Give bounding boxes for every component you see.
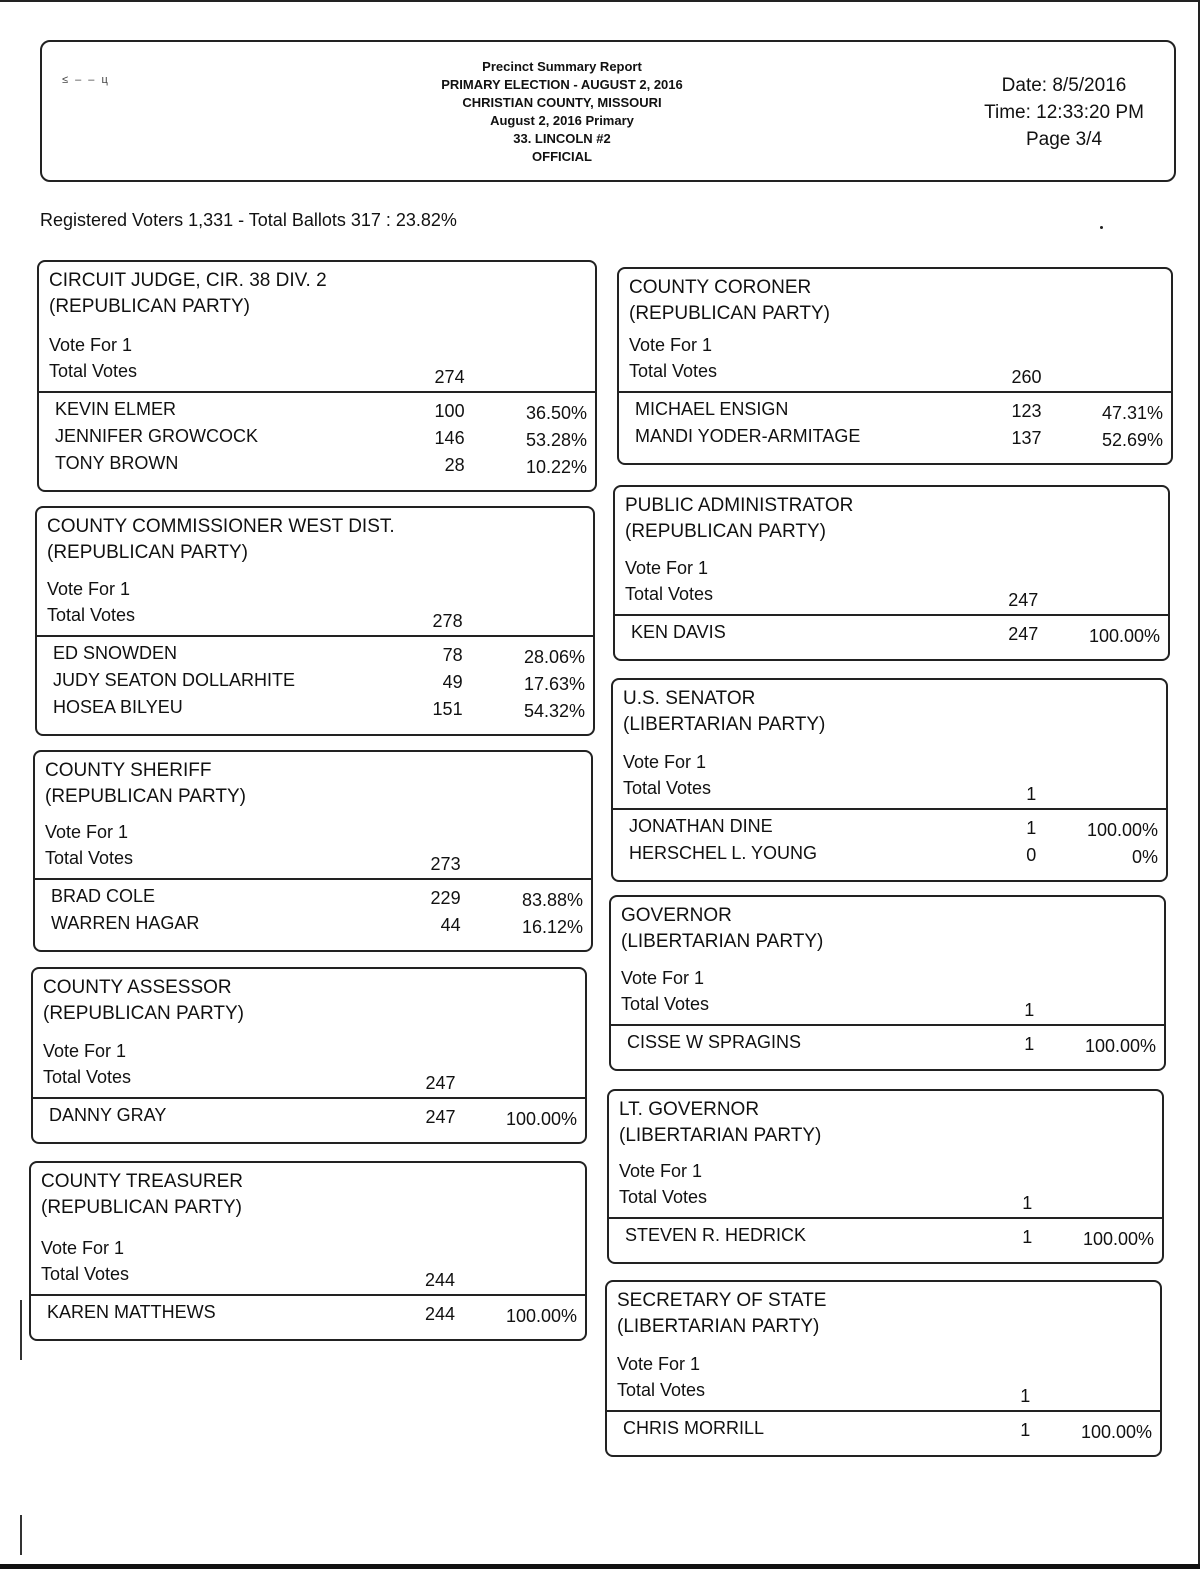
- candidate-percent: 17.63%: [523, 674, 585, 694]
- candidate-row: [35, 886, 591, 913]
- candidate-row: [611, 1032, 1164, 1059]
- candidate-votes: 78: [442, 645, 463, 665]
- candidate-row: [37, 697, 593, 724]
- total-votes-label: Total Votes: [49, 361, 138, 381]
- candidate-name: JUDY SEATON DOLLARHITE: [53, 670, 296, 690]
- report-time: Time: 12:33:20 PM: [984, 102, 1144, 123]
- candidate-percent: 100.00%: [505, 1306, 577, 1326]
- total-votes-value: 244: [425, 1270, 456, 1290]
- vote-for-label: Vote For 1: [619, 1161, 703, 1181]
- report-date: Date: 8/5/2016: [1001, 75, 1127, 96]
- candidate-name: KEVIN ELMER: [55, 399, 177, 419]
- candidate-row: [39, 453, 595, 480]
- precinct-name: 33. LINCOLN #2: [513, 131, 611, 146]
- candidate-percent: 36.50%: [525, 403, 587, 423]
- contest-divider: [37, 635, 593, 637]
- vote-for-label: Vote For 1: [625, 558, 709, 578]
- candidate-percent: 100.00%: [505, 1109, 577, 1129]
- vote-for-label: Vote For 1: [43, 1041, 127, 1061]
- contest-box: [29, 1161, 587, 1341]
- total-votes-label: Total Votes: [625, 584, 714, 604]
- contest-box: [613, 485, 1170, 661]
- contest-box: [607, 1089, 1164, 1264]
- candidate-votes: 1: [1026, 818, 1037, 838]
- candidate-row: [33, 1105, 585, 1132]
- candidate-votes: 247: [425, 1107, 456, 1127]
- vote-for-label: Vote For 1: [629, 335, 713, 355]
- total-votes-value: 1: [1020, 1386, 1031, 1406]
- candidate-name: DANNY GRAY: [49, 1105, 167, 1125]
- total-votes-label: Total Votes: [47, 605, 136, 625]
- contest-divider: [33, 1097, 585, 1099]
- total-votes-label: Total Votes: [629, 361, 718, 381]
- candidate-percent: 100.00%: [1084, 1036, 1156, 1056]
- contest-title: LT. GOVERNOR (LIBERTARIAN PARTY): [619, 1099, 822, 1146]
- total-votes-label: Total Votes: [41, 1264, 130, 1284]
- contest-title: PUBLIC ADMINISTRATOR (REPUBLICAN PARTY): [625, 495, 854, 542]
- contest-divider: [35, 878, 591, 880]
- total-votes-value: 1: [1026, 784, 1037, 804]
- stray-dot: [1100, 226, 1103, 229]
- contest-divider: [39, 391, 595, 393]
- contest-divider: [607, 1410, 1160, 1412]
- candidate-name: WARREN HAGAR: [51, 913, 200, 933]
- candidate-row: [609, 1225, 1162, 1252]
- candidate-row: [37, 643, 593, 670]
- candidate-percent: 16.12%: [521, 917, 583, 937]
- candidate-row: [607, 1418, 1160, 1445]
- contest-title: U.S. SENATOR (LIBERTARIAN PARTY): [623, 688, 826, 735]
- total-votes-value: 1: [1024, 1000, 1035, 1020]
- contest-title: CIRCUIT JUDGE, CIR. 38 DIV. 2 (REPUBLICAN PARTY): [49, 270, 327, 317]
- report-title: Precinct Summary Report: [482, 59, 642, 74]
- candidate-row: [37, 670, 593, 697]
- candidate-votes: 1: [1020, 1420, 1031, 1440]
- candidate-row: [35, 913, 591, 940]
- contest-title: COUNTY ASSESSOR (REPUBLICAN PARTY): [43, 977, 244, 1024]
- candidate-name: CISSE W SPRAGINS: [627, 1032, 802, 1052]
- candidate-row: [31, 1302, 585, 1329]
- scan-edge-bottom: [0, 1564, 1200, 1569]
- report-header: [40, 40, 1176, 182]
- contest-divider: [619, 391, 1171, 393]
- contest-box: [611, 678, 1168, 882]
- candidate-votes: 1: [1022, 1227, 1033, 1247]
- candidate-votes: 151: [432, 699, 463, 719]
- contest-title: COUNTY COMMISSIONER WEST DIST. (REPUBLICAN PARTY): [47, 516, 395, 563]
- contest-divider: [31, 1294, 585, 1296]
- candidate-name: KAREN MATTHEWS: [47, 1302, 216, 1322]
- candidate-percent: 47.31%: [1101, 403, 1163, 423]
- candidate-percent: 100.00%: [1080, 1422, 1152, 1442]
- candidate-row: [39, 426, 595, 453]
- candidate-percent: 100.00%: [1082, 1229, 1154, 1249]
- candidate-percent: 0%: [1131, 847, 1158, 867]
- total-votes-label: Total Votes: [43, 1067, 132, 1087]
- candidate-name: STEVEN R. HEDRICK: [625, 1225, 807, 1245]
- candidate-votes: 49: [442, 672, 463, 692]
- candidate-percent: 10.22%: [525, 457, 587, 477]
- header-scribble: ≤ – – ц: [62, 74, 110, 86]
- vote-for-label: Vote For 1: [47, 579, 131, 599]
- candidate-percent: 100.00%: [1088, 626, 1160, 646]
- contest-box: [33, 750, 593, 952]
- scan-mark: [20, 1515, 22, 1555]
- candidate-name: HOSEA BILYEU: [53, 697, 183, 717]
- candidate-votes: 247: [1008, 624, 1039, 644]
- vote-for-label: Vote For 1: [49, 335, 133, 355]
- candidate-name: BRAD COLE: [51, 886, 156, 906]
- official-label: OFFICIAL: [532, 149, 592, 164]
- total-votes-value: 278: [432, 611, 463, 631]
- contest-divider: [615, 614, 1168, 616]
- candidate-percent: 52.69%: [1101, 430, 1163, 450]
- candidate-name: MANDI YODER-ARMITAGE: [635, 426, 861, 446]
- candidate-name: CHRIS MORRILL: [623, 1418, 765, 1438]
- candidate-votes: 244: [425, 1304, 456, 1324]
- candidate-row: [613, 816, 1166, 843]
- candidate-votes: 1: [1024, 1034, 1035, 1054]
- total-votes-label: Total Votes: [45, 848, 134, 868]
- candidate-percent: 53.28%: [525, 430, 587, 450]
- county-name: CHRISTIAN COUNTY, MISSOURI: [462, 95, 662, 110]
- vote-for-label: Vote For 1: [45, 822, 129, 842]
- total-votes-value: 247: [425, 1073, 456, 1093]
- scan-edge-top: [0, 0, 1200, 8]
- contest-divider: [611, 1024, 1164, 1026]
- vote-for-label: Vote For 1: [623, 752, 707, 772]
- registered-voters-summary: Registered Voters 1,331 - Total Ballots 317 : 23.82%: [40, 210, 457, 230]
- candidate-row: [39, 399, 595, 426]
- candidate-votes: 28: [444, 455, 465, 475]
- candidate-name: JONATHAN DINE: [629, 816, 773, 836]
- total-votes-value: 247: [1008, 590, 1039, 610]
- candidate-percent: 54.32%: [523, 701, 585, 721]
- contest-title: GOVERNOR (LIBERTARIAN PARTY): [621, 905, 824, 952]
- contest-divider: [609, 1217, 1162, 1219]
- contest-box: [605, 1280, 1162, 1457]
- contest-divider: [613, 808, 1166, 810]
- total-votes-label: Total Votes: [619, 1187, 708, 1207]
- scan-mark: [20, 1300, 22, 1360]
- candidate-votes: 229: [430, 888, 461, 908]
- page-number: Page 3/4: [1025, 129, 1103, 150]
- candidate-votes: 44: [440, 915, 461, 935]
- candidate-percent: 83.88%: [521, 890, 583, 910]
- contest-title: COUNTY TREASURER (REPUBLICAN PARTY): [41, 1171, 243, 1218]
- total-votes-value: 1: [1022, 1193, 1033, 1213]
- primary-date: August 2, 2016 Primary: [490, 113, 634, 128]
- candidate-votes: 137: [1011, 428, 1042, 448]
- candidate-name: TONY BROWN: [55, 453, 179, 473]
- contest-box: [31, 967, 587, 1144]
- total-votes-label: Total Votes: [623, 778, 712, 798]
- candidate-votes: 0: [1026, 845, 1037, 865]
- total-votes-value: 260: [1011, 367, 1042, 387]
- candidate-row: [615, 622, 1168, 649]
- candidate-name: JENNIFER GROWCOCK: [55, 426, 259, 446]
- candidate-votes: 123: [1011, 401, 1042, 421]
- candidate-votes: 146: [434, 428, 465, 448]
- candidate-votes: 100: [434, 401, 465, 421]
- total-votes-value: 273: [430, 854, 461, 874]
- candidate-name: MICHAEL ENSIGN: [635, 399, 789, 419]
- contest-title: COUNTY SHERIFF (REPUBLICAN PARTY): [45, 760, 246, 807]
- candidate-percent: 100.00%: [1086, 820, 1158, 840]
- vote-for-label: Vote For 1: [617, 1354, 701, 1374]
- contest-box: [35, 506, 595, 736]
- candidate-row: [613, 843, 1166, 870]
- candidate-row: [619, 399, 1171, 426]
- candidate-row: [619, 426, 1171, 453]
- total-votes-label: Total Votes: [621, 994, 710, 1014]
- contest-box: [609, 895, 1166, 1071]
- contest-box: [617, 267, 1173, 465]
- candidate-percent: 28.06%: [523, 647, 585, 667]
- contest-title: SECRETARY OF STATE (LIBERTARIAN PARTY): [617, 1290, 827, 1337]
- vote-for-label: Vote For 1: [621, 968, 705, 988]
- contest-title: COUNTY CORONER (REPUBLICAN PARTY): [629, 277, 830, 324]
- vote-for-label: Vote For 1: [41, 1238, 125, 1258]
- header-meta: [964, 72, 1164, 153]
- candidate-name: ED SNOWDEN: [53, 643, 178, 663]
- total-votes-label: Total Votes: [617, 1380, 706, 1400]
- header-center: [382, 58, 742, 166]
- total-votes-value: 274: [434, 367, 465, 387]
- candidate-name: HERSCHEL L. YOUNG: [629, 843, 818, 863]
- candidate-name: KEN DAVIS: [631, 622, 726, 642]
- contest-box: [37, 260, 597, 492]
- election-name: PRIMARY ELECTION - AUGUST 2, 2016: [441, 77, 683, 92]
